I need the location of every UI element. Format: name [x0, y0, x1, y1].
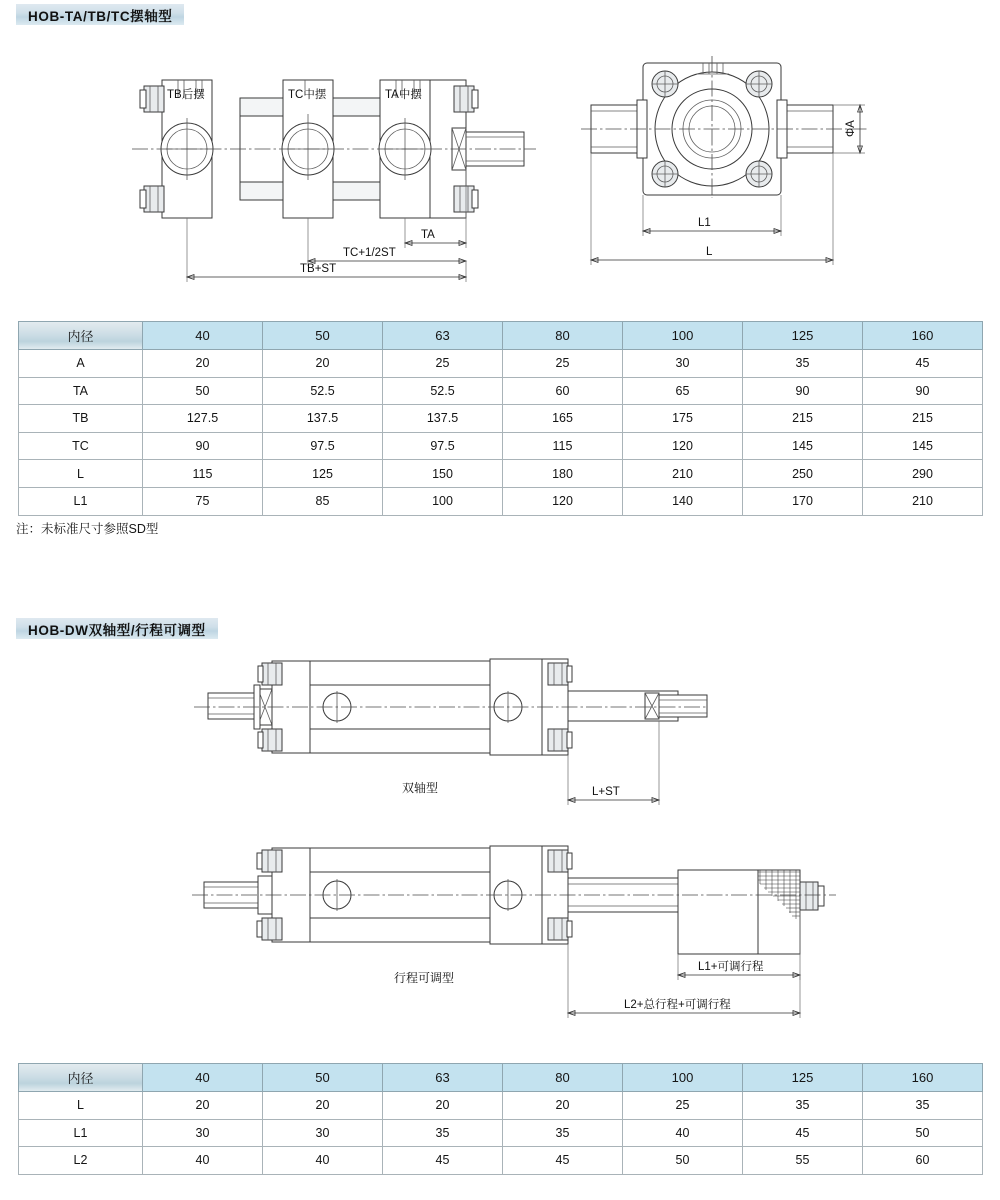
label-tc-trunnion: TC中摆: [288, 89, 327, 101]
table1-header-cell-6: 125: [743, 322, 863, 350]
caption-adjustable-stroke: 行程可调型: [394, 971, 455, 985]
table2-cell-r1-c2: 35: [383, 1119, 503, 1147]
table2-cell-r0-c6: 35: [863, 1092, 983, 1120]
table1-cell-r3-c0: 90: [143, 432, 263, 460]
table-header-row: [19, 322, 983, 350]
table1-cell-r1-c4: 65: [623, 377, 743, 405]
table2-header-cell-2: 50: [263, 1064, 383, 1092]
table1-cell-r0-c1: 20: [263, 350, 383, 378]
table2-row-label-l2: L2: [19, 1147, 143, 1175]
table2-cell-r1-c4: 40: [623, 1119, 743, 1147]
table1-cell-r5-c6: 210: [863, 487, 983, 515]
table2-cell-r1-c3: 35: [503, 1119, 623, 1147]
table1-cell-r4-c6: 290: [863, 460, 983, 488]
table1-cell-r1-c2: 52.5: [383, 377, 503, 405]
table-header-row: [19, 1064, 983, 1092]
drawing-trunnion-side-view: [140, 58, 540, 288]
section-banner-label: HOB-TA/TB/TC摆轴型: [28, 8, 173, 24]
dimension-table-dw: [18, 1063, 983, 1175]
table1-cell-r4-c3: 180: [503, 460, 623, 488]
table-row: [19, 487, 983, 515]
drawing-adjustable-stroke-cylinder: [190, 840, 840, 1025]
table-body: [19, 1092, 983, 1175]
table1-cell-r4-c5: 250: [743, 460, 863, 488]
table1-cell-r0-c2: 25: [383, 350, 503, 378]
table-row: [19, 432, 983, 460]
table1-cell-r4-c1: 125: [263, 460, 383, 488]
table1-cell-r5-c3: 120: [503, 487, 623, 515]
table2-cell-r0-c2: 20: [383, 1092, 503, 1120]
section-banner-dw: [16, 618, 218, 639]
dim-label-l: L: [706, 246, 713, 258]
table-row: [19, 1147, 983, 1175]
table-row: [19, 377, 983, 405]
table1-cell-r5-c2: 100: [383, 487, 503, 515]
table1-cell-r2-c0: 127.5: [143, 405, 263, 433]
table1-cell-r3-c4: 120: [623, 432, 743, 460]
table1-header-cell-0: 内径: [19, 322, 143, 350]
table1-cell-r2-c2: 137.5: [383, 405, 503, 433]
table-row: [19, 1119, 983, 1147]
table2-header-cell-3: 63: [383, 1064, 503, 1092]
table2-cell-r0-c5: 35: [743, 1092, 863, 1120]
table2-cell-r0-c0: 20: [143, 1092, 263, 1120]
table2-cell-r0-c1: 20: [263, 1092, 383, 1120]
table1-row-label-l: L: [19, 460, 143, 488]
table1-cell-r3-c2: 97.5: [383, 432, 503, 460]
table1-cell-r5-c5: 170: [743, 487, 863, 515]
table1-cell-r4-c0: 115: [143, 460, 263, 488]
table2-cell-r2-c2: 45: [383, 1147, 503, 1175]
table1-row-label-a: A: [19, 350, 143, 378]
table1-cell-r2-c6: 215: [863, 405, 983, 433]
table1-cell-r3-c1: 97.5: [263, 432, 383, 460]
table-body: [19, 350, 983, 516]
table-row: [19, 405, 983, 433]
table2-header-cell-0: 内径: [19, 1064, 143, 1092]
table2-cell-r0-c4: 25: [623, 1092, 743, 1120]
table1-cell-r4-c4: 210: [623, 460, 743, 488]
table1-cell-r0-c4: 30: [623, 350, 743, 378]
table2-cell-r1-c6: 50: [863, 1119, 983, 1147]
section-banner-ta-tb-tc: [16, 4, 184, 25]
table1-cell-r0-c6: 45: [863, 350, 983, 378]
dim-label-l2-total: L2+总行程+可调行程: [624, 999, 731, 1011]
dim-label-ta: TA: [421, 229, 435, 241]
table2-cell-r0-c3: 20: [503, 1092, 623, 1120]
table2-header-cell-7: 160: [863, 1064, 983, 1092]
table1-cell-r5-c1: 85: [263, 487, 383, 515]
table2-header-cell-5: 100: [623, 1064, 743, 1092]
table1-cell-r2-c3: 165: [503, 405, 623, 433]
table-row: [19, 350, 983, 378]
table1-cell-r1-c3: 60: [503, 377, 623, 405]
table1-cell-r3-c5: 145: [743, 432, 863, 460]
table1-cell-r0-c0: 20: [143, 350, 263, 378]
table1-cell-r0-c3: 25: [503, 350, 623, 378]
table1-row-label-tc: TC: [19, 432, 143, 460]
dimension-table-ta-tb-tc: [18, 321, 983, 516]
table2-row-label-l: L: [19, 1092, 143, 1120]
table1-cell-r3-c3: 115: [503, 432, 623, 460]
table1-row-label-tb: TB: [19, 405, 143, 433]
table1-cell-r1-c6: 90: [863, 377, 983, 405]
dim-label-l-st: L+ST: [592, 786, 620, 798]
table1-header-cell-1: 40: [143, 322, 263, 350]
table2-cell-r2-c1: 40: [263, 1147, 383, 1175]
table1-header-cell-4: 80: [503, 322, 623, 350]
drawing-trunnion-end-view: [585, 58, 875, 288]
table1-cell-r5-c0: 75: [143, 487, 263, 515]
table2-cell-r2-c4: 50: [623, 1147, 743, 1175]
table2-header-cell-4: 80: [503, 1064, 623, 1092]
table1-cell-r5-c4: 140: [623, 487, 743, 515]
table1-cell-r1-c5: 90: [743, 377, 863, 405]
table2-cell-r2-c3: 45: [503, 1147, 623, 1175]
table2-row-label-l1: L1: [19, 1119, 143, 1147]
dim-label-tc: TC+1/2ST: [343, 247, 396, 259]
table2-cell-r2-c5: 55: [743, 1147, 863, 1175]
table1-cell-r3-c6: 145: [863, 432, 983, 460]
dim-label-phi-a: ΦA: [845, 120, 857, 137]
table1-cell-r2-c1: 137.5: [263, 405, 383, 433]
table-row: [19, 1092, 983, 1120]
label-ta-trunnion: TA中摆: [385, 89, 422, 101]
table1-cell-r1-c0: 50: [143, 377, 263, 405]
table1-header-cell-7: 160: [863, 322, 983, 350]
note-text-1: 注：未标准尺寸参照SD型: [16, 522, 159, 536]
table2-cell-r2-c0: 40: [143, 1147, 263, 1175]
table2-cell-r1-c5: 45: [743, 1119, 863, 1147]
dim-label-tb: TB+ST: [300, 263, 337, 275]
table2-header-cell-6: 125: [743, 1064, 863, 1092]
caption-dual-rod: 双轴型: [402, 781, 439, 795]
table1-cell-r2-c5: 215: [743, 405, 863, 433]
drawing-dual-rod-cylinder: [190, 655, 710, 815]
table-row: [19, 460, 983, 488]
table1-cell-r2-c4: 175: [623, 405, 743, 433]
table2-cell-r1-c0: 30: [143, 1119, 263, 1147]
table2-header-cell-1: 40: [143, 1064, 263, 1092]
table2-cell-r2-c6: 60: [863, 1147, 983, 1175]
table1-cell-r1-c1: 52.5: [263, 377, 383, 405]
section-banner-label-2: HOB-DW双轴型/行程可调型: [28, 622, 206, 638]
table1-cell-r4-c2: 150: [383, 460, 503, 488]
table1-header-cell-5: 100: [623, 322, 743, 350]
dim-label-l1: L1: [698, 217, 711, 229]
table1-row-label-ta: TA: [19, 377, 143, 405]
table1-row-label-l1: L1: [19, 487, 143, 515]
table1-cell-r0-c5: 35: [743, 350, 863, 378]
label-tb-trunnion: TB后摆: [167, 89, 205, 101]
table1-header-cell-3: 63: [383, 322, 503, 350]
table1-header-cell-2: 50: [263, 322, 383, 350]
table2-cell-r1-c1: 30: [263, 1119, 383, 1147]
dim-label-l1-adjustable: L1+可调行程: [698, 961, 764, 973]
